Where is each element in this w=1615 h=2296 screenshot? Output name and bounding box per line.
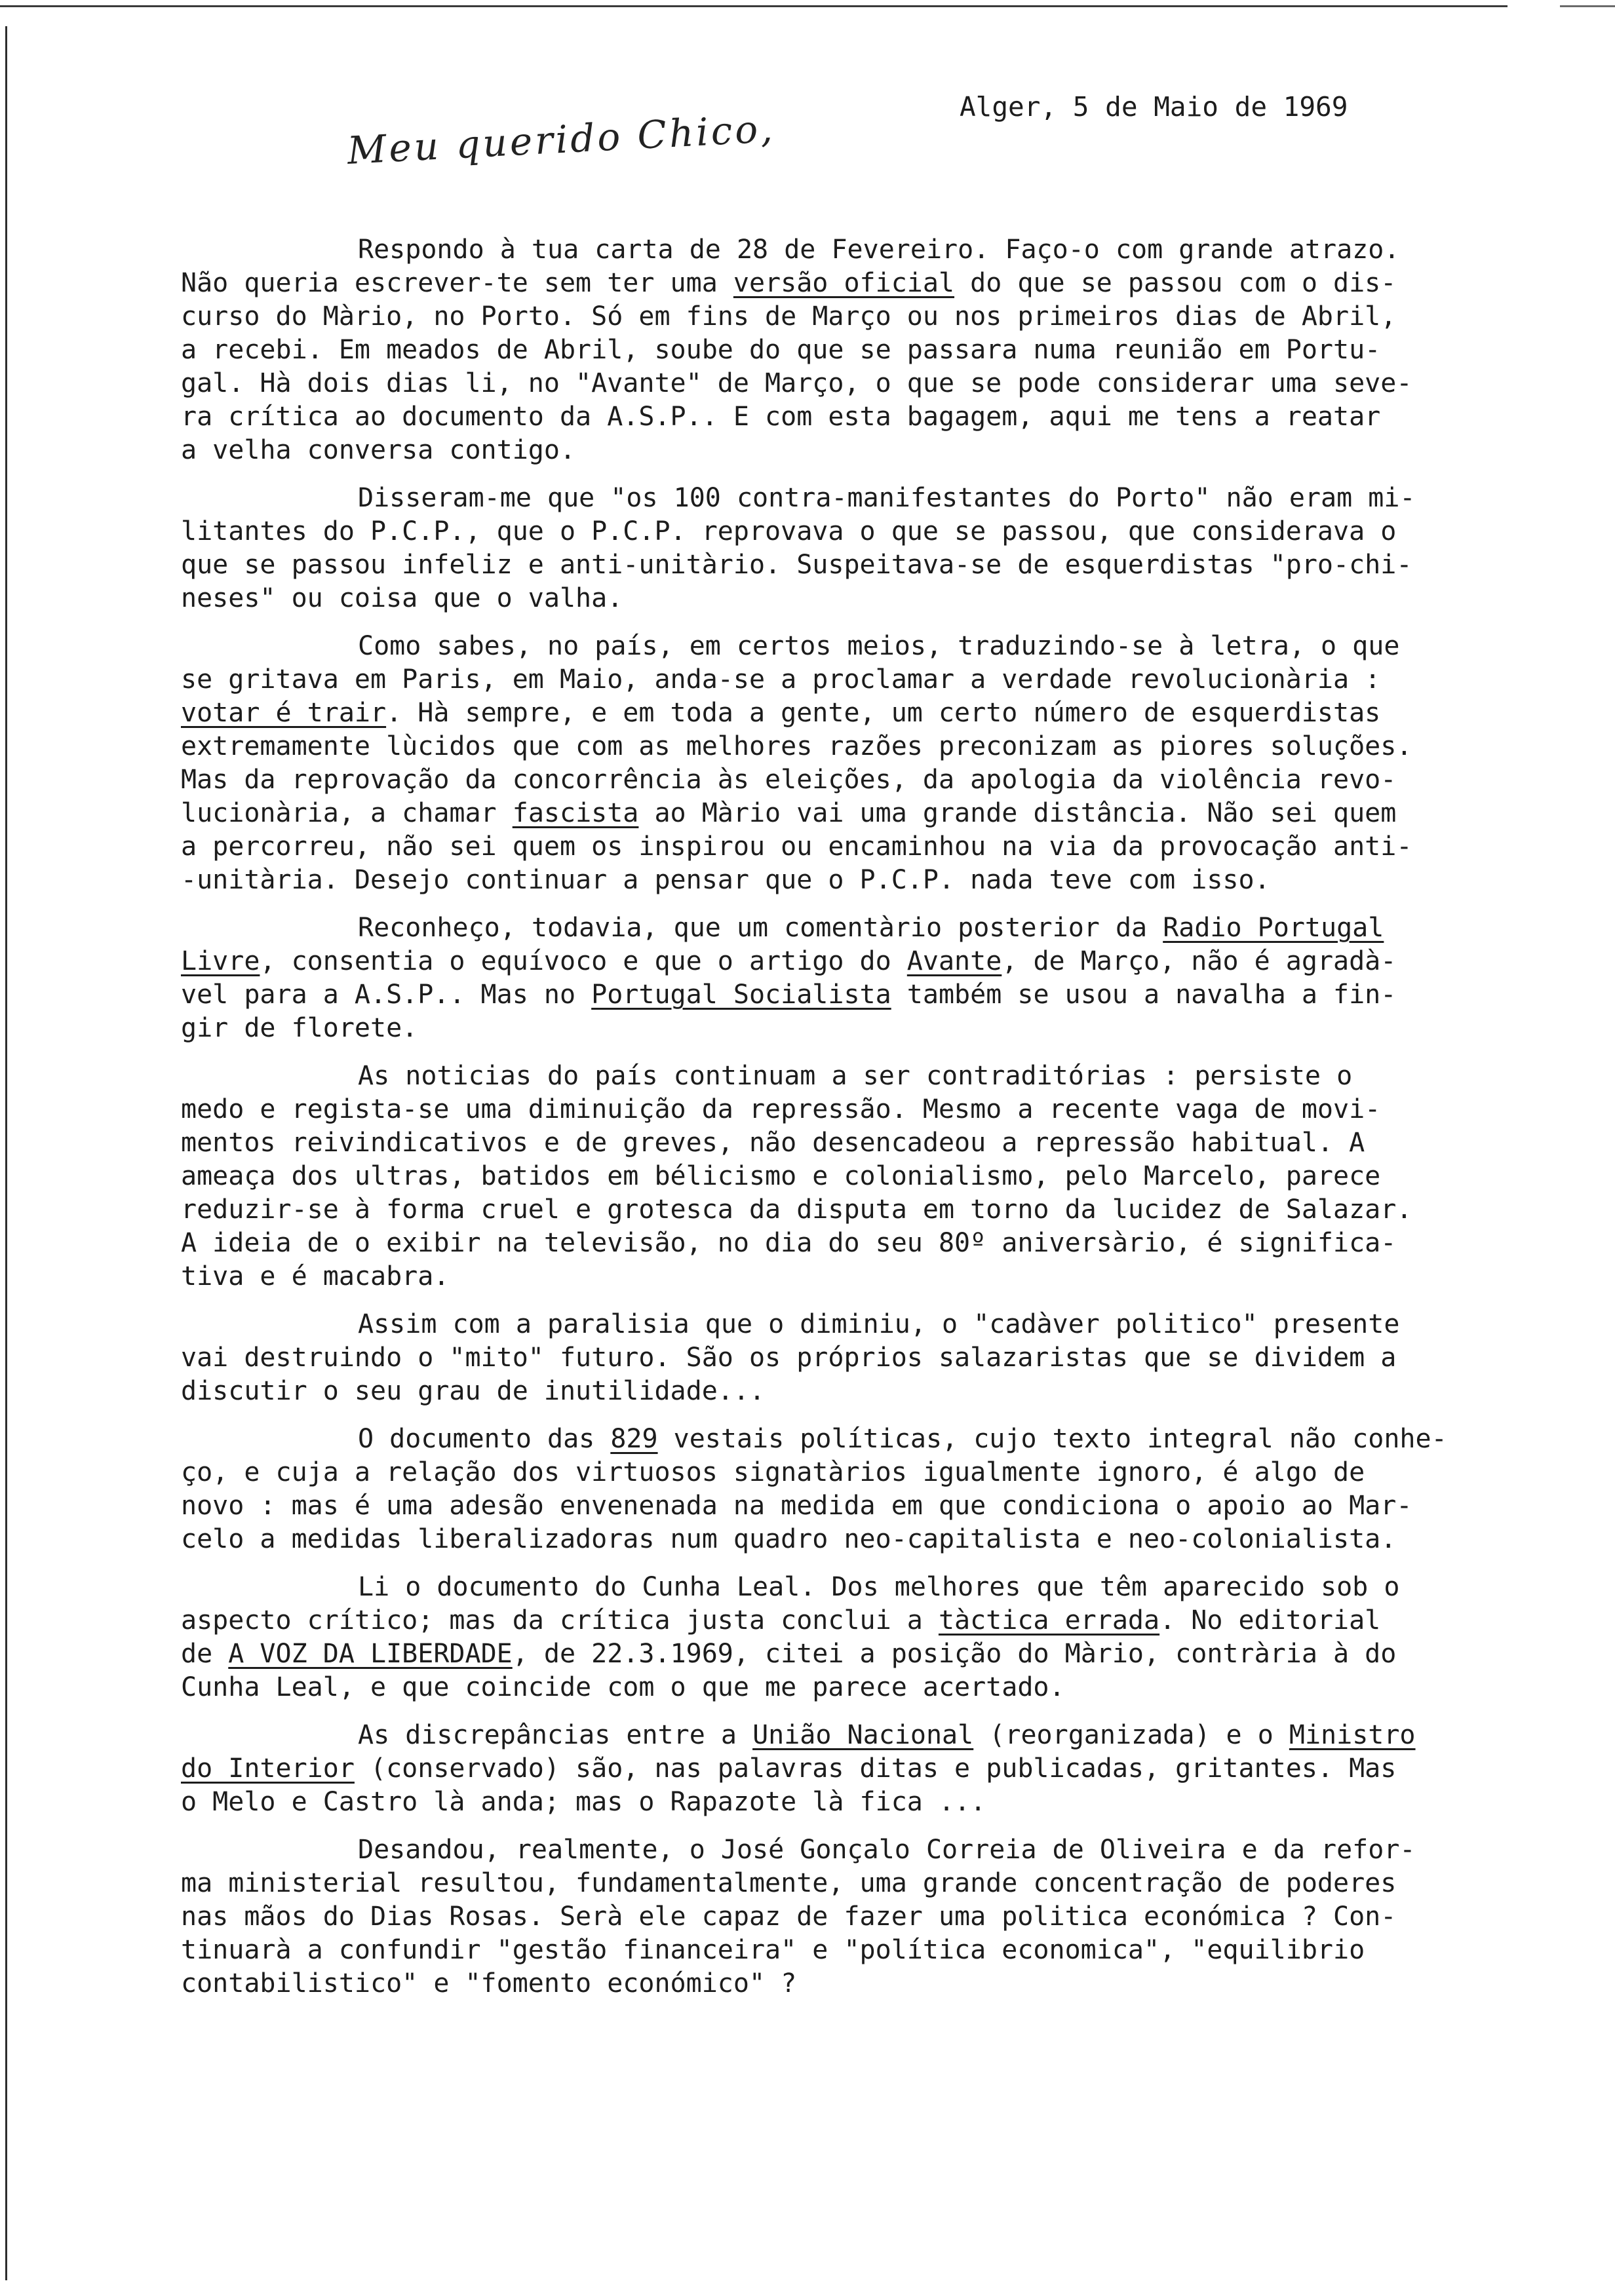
text-run: que se passou infeliz e anti-unitàrio. Suspeitava-se de esquerdistas "pro-chi- bbox=[181, 550, 1412, 580]
text-line bbox=[181, 1160, 1531, 1193]
text-run: mentos reivindicativos e de greves, não desencadeou a repressão habitual. A bbox=[181, 1128, 1365, 1158]
underlined-text: 829 bbox=[610, 1424, 658, 1454]
text-line bbox=[181, 1341, 1531, 1375]
text-line bbox=[181, 300, 1531, 334]
text-run: Desandou, realmente, o José Gonçalo Correia de Oliveira e da refor- bbox=[358, 1835, 1416, 1865]
text-run: O documento das bbox=[358, 1424, 611, 1454]
text-line bbox=[181, 1604, 1531, 1637]
page-top-edge-fragment bbox=[1560, 5, 1615, 7]
text-line bbox=[181, 630, 1531, 663]
text-line bbox=[181, 1012, 1531, 1045]
text-line bbox=[181, 697, 1531, 730]
text-run: Disseram-me que "os 100 contra-manifestantes do Porto" não eram mi- bbox=[358, 483, 1416, 513]
underlined-text: União Nacional bbox=[752, 1720, 974, 1750]
paragraph bbox=[181, 1719, 1531, 1819]
text-run: Como sabes, no país, em certos meios, traduzindo-se à letra, o que bbox=[358, 631, 1400, 661]
text-run: (conservado) são, nas palavras ditas e publicadas, gritantes. Mas bbox=[354, 1753, 1397, 1784]
underlined-text: do Interior bbox=[181, 1753, 355, 1784]
text-line bbox=[181, 1489, 1531, 1523]
text-line bbox=[181, 864, 1531, 897]
text-run: Respondo à tua carta de 28 de Fevereiro. Faço-o com grande atrazo. bbox=[358, 235, 1400, 265]
text-line bbox=[181, 663, 1531, 697]
text-run: gir de florete. bbox=[181, 1013, 418, 1043]
text-run: , de Março, não é agradà- bbox=[1002, 946, 1397, 976]
text-run: A ideia de o exibir na televisão, no dia do seu 80º aniversàrio, é significa- bbox=[181, 1228, 1397, 1258]
text-run: (reorganizada) e o bbox=[973, 1720, 1289, 1750]
text-line bbox=[181, 1571, 1531, 1604]
text-run: lucionària, a chamar bbox=[181, 798, 513, 828]
text-line bbox=[181, 1126, 1531, 1160]
text-run: do que se passou com o dis- bbox=[954, 268, 1397, 298]
text-run: vai destruindo o "mito" futuro. São os próprios salazaristas que se dividem a bbox=[181, 1343, 1397, 1373]
text-run: , consentia o equívoco e que o artigo do bbox=[260, 946, 907, 976]
paragraph bbox=[181, 1423, 1531, 1556]
paragraph bbox=[181, 630, 1531, 897]
text-run: ao Màrio vai uma grande distância. Não sei quem bbox=[638, 798, 1397, 828]
text-run: Li o documento do Cunha Leal. Dos melhores que têm aparecido sob o bbox=[358, 1572, 1400, 1602]
text-run: aspecto crítico; mas da crítica justa conclui a bbox=[181, 1605, 939, 1636]
text-line bbox=[181, 1227, 1531, 1260]
text-run: novo : mas é uma adesão envenenada na medida em que condiciona o apoio ao Mar- bbox=[181, 1491, 1412, 1521]
text-run: a velha conversa contigo. bbox=[181, 435, 576, 465]
handwritten-salutation: Meu querido Chico, bbox=[346, 105, 777, 173]
text-line bbox=[181, 1752, 1531, 1786]
text-line bbox=[181, 1671, 1531, 1704]
underlined-text: A VOZ DA LIBERDADE bbox=[228, 1639, 513, 1669]
text-run: Não queria escrever-te sem ter uma bbox=[181, 268, 733, 298]
text-run: litantes do P.C.P., que o P.C.P. reprovava o que se passou, que considerava o bbox=[181, 516, 1397, 546]
text-run: tinuarà a confundir "gestão financeira" e "política economica", "equilibrio bbox=[181, 1935, 1365, 1965]
text-line bbox=[181, 1523, 1531, 1556]
underlined-text: fascista bbox=[512, 798, 639, 828]
text-run: vestais políticas, cujo texto integral não conhe- bbox=[657, 1424, 1447, 1454]
text-line bbox=[181, 1456, 1531, 1489]
text-run: extremamente lùcidos que com as melhores razões preconizam as piores soluções. bbox=[181, 731, 1412, 761]
text-line bbox=[181, 945, 1531, 978]
text-run: ra crítica ao documento da A.S.P.. E com esta bagagem, aqui me tens a reatar bbox=[181, 402, 1381, 432]
text-run: Reconheço, todavia, que um comentàrio posterior da bbox=[358, 913, 1163, 943]
text-line bbox=[181, 367, 1531, 400]
text-line bbox=[181, 1637, 1531, 1671]
underlined-text: Ministro bbox=[1289, 1720, 1416, 1750]
text-line bbox=[181, 434, 1531, 467]
paragraph bbox=[181, 1308, 1531, 1408]
text-line bbox=[181, 1833, 1531, 1867]
text-run: tiva e é macabra. bbox=[181, 1261, 450, 1292]
text-run: discutir o seu grau de inutilidade... bbox=[181, 1376, 766, 1406]
text-line bbox=[181, 1967, 1531, 2000]
text-line bbox=[181, 978, 1531, 1012]
text-run: o Melo e Castro là anda; mas o Rapazote là fica ... bbox=[181, 1787, 986, 1817]
text-run: Cunha Leal, e que coincide com o que me parece acertado. bbox=[181, 1672, 1065, 1702]
paragraph bbox=[181, 1060, 1531, 1293]
text-line bbox=[181, 515, 1531, 548]
paragraph bbox=[181, 911, 1531, 1045]
letter-body bbox=[181, 233, 1531, 2015]
text-run: reduzir-se à forma cruel e grotesca da disputa em torno da lucidez de Salazar. bbox=[181, 1195, 1412, 1225]
text-run: celo a medidas liberalizadoras num quadro neo-capitalista e neo-colonialista. bbox=[181, 1524, 1397, 1554]
text-run: se gritava em Paris, em Maio, anda-se a proclamar a verdade revolucionària : bbox=[181, 664, 1381, 695]
underlined-text: Livre bbox=[181, 946, 260, 976]
text-run: a percorreu, não sei quem os inspirou ou encaminhou na via da provocação anti- bbox=[181, 832, 1412, 862]
text-run: As noticias do país continuam a ser contraditórias : persiste o bbox=[358, 1061, 1353, 1091]
text-run: medo e regista-se uma diminuição da repressão. Mesmo a recente vaga de movi- bbox=[181, 1094, 1381, 1124]
text-run: ço, e cuja a relação dos virtuosos signatàrios igualmente ignoro, é algo de bbox=[181, 1457, 1365, 1487]
underlined-text: votar é trair bbox=[181, 698, 387, 728]
text-run: gal. Hà dois dias li, no "Avante" de Março, o que se pode considerar uma seve- bbox=[181, 368, 1412, 398]
text-line bbox=[181, 267, 1531, 300]
text-run: . No editorial bbox=[1159, 1605, 1381, 1636]
text-line bbox=[181, 763, 1531, 797]
text-run: também se usou a navalha a fin- bbox=[891, 980, 1397, 1010]
text-line bbox=[181, 1719, 1531, 1752]
paragraph bbox=[181, 233, 1531, 467]
page-left-edge bbox=[5, 26, 7, 2280]
text-run: neses" ou coisa que o valha. bbox=[181, 583, 623, 613]
text-line bbox=[181, 1867, 1531, 1900]
text-run: a recebi. Em meados de Abril, soube do que se passara numa reunião em Portu- bbox=[181, 335, 1381, 365]
text-run: , de 22.3.1969, citei a posição do Màrio, contrària à do bbox=[512, 1639, 1397, 1669]
text-line bbox=[181, 233, 1531, 267]
text-run: nas mãos do Dias Rosas. Serà ele capaz de fazer uma politica económica ? Con- bbox=[181, 1902, 1397, 1932]
paragraph bbox=[181, 1571, 1531, 1704]
letter-date: Alger, 5 de Maio de 1969 bbox=[960, 91, 1348, 123]
text-line bbox=[181, 1193, 1531, 1227]
text-line bbox=[181, 1260, 1531, 1293]
text-line bbox=[181, 797, 1531, 830]
text-run: ma ministerial resultou, fundamentalmente, uma grande concentração de poderes bbox=[181, 1868, 1397, 1898]
text-line bbox=[181, 582, 1531, 615]
text-line bbox=[181, 1934, 1531, 1967]
text-line bbox=[181, 730, 1531, 763]
text-run: vel para a A.S.P.. Mas no bbox=[181, 980, 592, 1010]
text-line bbox=[181, 1375, 1531, 1408]
text-run: As discrepâncias entre a bbox=[358, 1720, 753, 1750]
text-run: Mas da reprovação da concorrência às eleições, da apologia da violência revo- bbox=[181, 765, 1397, 795]
text-line bbox=[181, 1093, 1531, 1126]
text-line bbox=[181, 1786, 1531, 1819]
text-run: contabilistico" e "fomento económico" ? bbox=[181, 1968, 797, 1999]
paragraph bbox=[181, 1833, 1531, 2000]
text-line bbox=[181, 334, 1531, 367]
text-run: Assim com a paralisia que o diminiu, o "cadàver politico" presente bbox=[358, 1309, 1400, 1339]
paragraph bbox=[181, 482, 1531, 615]
text-line bbox=[181, 548, 1531, 582]
text-line bbox=[181, 1060, 1531, 1093]
text-run: -unitària. Desejo continuar a pensar que o P.C.P. nada teve com isso. bbox=[181, 865, 1270, 895]
underlined-text: tàctica errada bbox=[938, 1605, 1160, 1636]
text-line bbox=[181, 830, 1531, 864]
text-line bbox=[181, 1423, 1531, 1456]
text-line bbox=[181, 911, 1531, 945]
text-line bbox=[181, 400, 1531, 434]
text-run: curso do Màrio, no Porto. Só em fins de Março ou nos primeiros dias de Abril, bbox=[181, 301, 1397, 332]
text-run: ameaça dos ultras, batidos em bélicismo e colonialismo, pelo Marcelo, parece bbox=[181, 1161, 1381, 1191]
page-top-edge bbox=[0, 5, 1508, 7]
underlined-text: versão oficial bbox=[733, 268, 955, 298]
underlined-text: Portugal Socialista bbox=[591, 980, 891, 1010]
text-run: de bbox=[181, 1639, 229, 1669]
underlined-text: Radio Portugal bbox=[1163, 913, 1384, 943]
underlined-text: Avante bbox=[906, 946, 1002, 976]
text-line bbox=[181, 1308, 1531, 1341]
text-line bbox=[181, 482, 1531, 515]
text-line bbox=[181, 1900, 1531, 1934]
text-run: . Hà sempre, e em toda a gente, um certo número de esquerdistas bbox=[386, 698, 1381, 728]
